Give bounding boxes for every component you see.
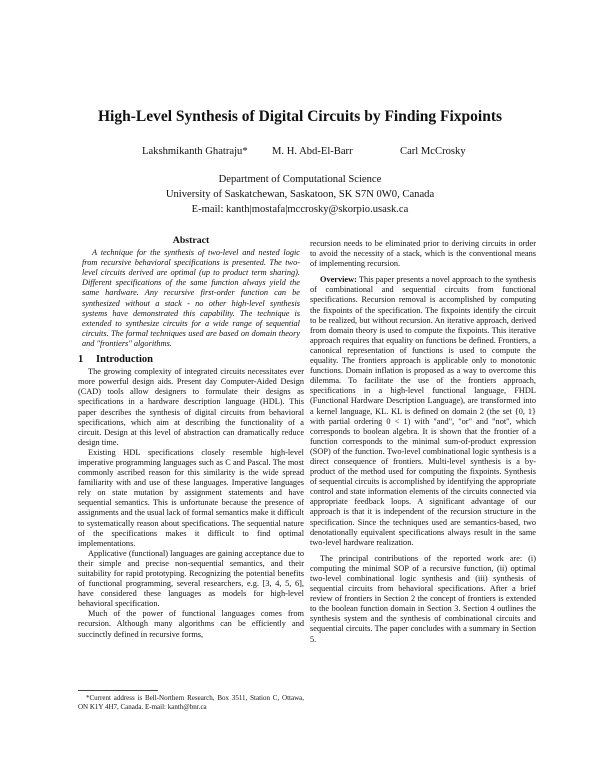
left-column	[78, 236, 304, 640]
section-title: Introduction	[96, 354, 153, 366]
intro-paragraph-1: The growing complexity of integrated circuits necessitates ever more powerful design aids. Present day Computer-Aided Design (CAD) tools allow designers to formulate their designs as specifications in a hardware description language (HDL). This paper describes the synthesis of digital circuits from behavioral specifications, which aim at describing the functionality of a circuit. Design at this level of abstraction can dramatically reduce design time.	[78, 367, 304, 447]
footnote	[78, 690, 304, 712]
intro-continuation: recursion needs to be eliminated prior to deriving circuits in order to avoid the necessity of a stack, which is the conventional means of implementing recursion.	[310, 239, 536, 269]
overview-paragraph	[310, 275, 536, 548]
intro-paragraph-3: Applicative (functional) languages are gaining acceptance due to their simple and precise non-sequential semantics, and their suitability for rapid prototyping. Recognizing the potential benefits of functional programming, several researchers, e.g. [3, 4, 5, 6], have considered these languages as models for high-level behavioral specification.	[78, 548, 304, 609]
department: Department of Computational Science	[218, 174, 382, 185]
author-1: Lakshmikanth Ghatraju*	[142, 146, 248, 157]
university: University of Saskatchewan, Saskatoon, SK S7N 0W0, Canada	[165, 189, 435, 200]
section-number: 1	[78, 354, 84, 366]
author-3: Carl McCrosky	[400, 146, 466, 157]
email: E-mail: kanth|mostafa|mccrosky@skorpio.usask.ca	[191, 204, 409, 215]
section-heading-introduction	[78, 355, 304, 365]
abstract-heading: Abstract	[172, 235, 210, 246]
footnote-text: *Current address is Bell-Northern Research, Box 3511, Station C, Ottawa, ON K1Y 4H7, Canada. E-mail: kanth@bnr.ca	[78, 694, 304, 711]
overview-label: Overview:	[320, 275, 357, 285]
contributions-paragraph: The principal contributions of the reported work are: (i) computing the minimal SOP of a recursive function, (ii) optimal two-level combinational logic synthesis and (iii) synthesis of sequential circuits from behavioral specifications. After a brief review of frontiers in Section 2 the concept of frontiers is extended to the boolean function domain in Section 3. Section 4 outlines the synthesis system and the synthesis of combinational circuits and sequential circuits. The paper concludes with a summary in Section 5.	[310, 553, 536, 644]
overview-text: This paper presents a novel approach to the synthesis of combinational and sequential circuits from functional specifications. Recursion removal is accomplished by computing the fixpoints of the specification. The fixpoints identify the circuit to be realized, but without recursion. An iterative approach, derived from domain theory is used to compute the fixpoints. This iterative approach requires that equality on functions be defined. Frontiers, a canonical representation of functions is used to compute the equality. The frontiers approach is applicable only to monotonic functions. Domain inflation is proposed as a way to overcome this dilemma. To facilitate the use of the frontiers approach, specifications in a high-level functional language, FHDL (Functional Hardware Description Language), are transformed into a kernel language, KL. KL is defined on domain 2 (the set {0, 1} with partial ordering 0 < 1) with "and", "or" and "not", which corresponds to boolean algebra. It is shown that the frontier of a function corresponds to the minimal sum-of-product expression (SOP) of the function. Two-level combinational logic synthesis is a direct consequence of frontiers. Multi-level synthesis is a by-product of the method used for computing the fixpoints. Synthesis of sequential circuits is accomplished by identifying the appropriate control and state information elements of the circuits connected via appropriate feedback loops. A significant advantage of our approach is that it is independent of the recursion structure in the specification. Since the techniques used are semantics-based, two denotationally equivalent specifications always result in the same two-level hardware realization.	[310, 275, 536, 547]
abstract-text: A technique for the synthesis of two-level and nested logic from recursive behavioral specifications is presented. The two-level circuits derived are optimal (up to product term sharing). Different specifications of the same function always yield the same hardware. Any recursive first-order function can be synthesized without a stack - no other high-level synthesis systems have demonstrated this capability. The technique is extended to synthesize circuits for a wide range of sequential circuits. The formal techniques used are based on domain theory and "frontiers" algorithms.	[82, 248, 300, 348]
intro-paragraph-2: Existing HDL specifications closely resemble high-level imperative programming languages such as C and Pascal. The most commonly ascribed reason for this similarity is the wide spread familiarity with and use of these languages. Imperative languages rely on state mutation by assignment statements and have sequential semantics. This is unfortunate because the presence of assignments and the usual lack of formal semantics make it difficult to systematically reason about specifications. The sequential nature of the specifications makes it difficult to find optimal implementations.	[78, 447, 304, 548]
intro-paragraph-4: Much of the power of functional languages comes from recursion. Although many algorithms can be efficiently and succinctly defined in recursive forms,	[78, 609, 304, 639]
footnote-rule	[78, 690, 158, 691]
right-column	[310, 239, 536, 645]
paper-title: High-Level Synthesis of Digital Circuits by Finding Fixpoints	[97, 108, 503, 125]
author-2: M. H. Abd-El-Barr	[272, 146, 353, 157]
affiliation	[0, 172, 600, 217]
abstract-body	[78, 248, 304, 349]
